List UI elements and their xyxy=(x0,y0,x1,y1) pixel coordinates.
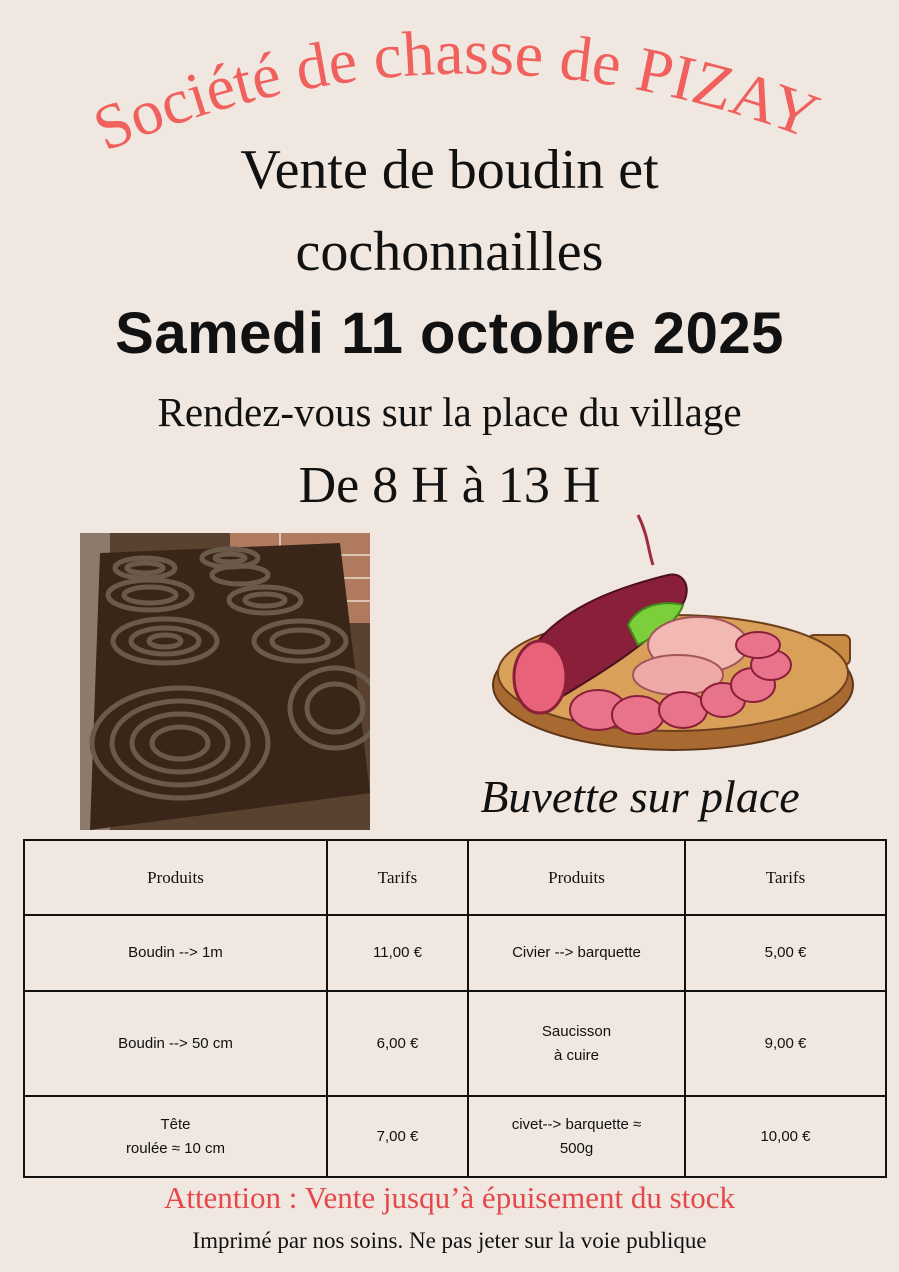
product-cell: civet--> barquette ≈ 500g xyxy=(468,1096,685,1177)
price-cell: 5,00 € xyxy=(685,915,886,991)
product-cell: Boudin --> 1m xyxy=(24,915,327,991)
buvette-text: Buvette sur place xyxy=(480,771,800,822)
table-row xyxy=(24,991,886,1096)
header-produits-2: Produits xyxy=(468,840,685,915)
price-cell: 7,00 € xyxy=(327,1096,468,1177)
product-cell: Tête roulée ≈ 10 cm xyxy=(24,1096,327,1177)
product-cell: Boudin --> 50 cm xyxy=(24,991,327,1096)
header-tarifs-1: Tarifs xyxy=(327,840,468,915)
charcuterie-illustration xyxy=(488,505,858,765)
product-cell: Saucisson à cuire xyxy=(468,991,685,1096)
attention-notice: Attention : Vente jusqu’à épuisement du stock xyxy=(163,1180,736,1215)
title-text: Société de chasse de PIZAY xyxy=(83,16,829,165)
boudin-photo xyxy=(80,533,370,830)
price-cell: 10,00 € xyxy=(685,1096,886,1177)
meeting-place: Rendez-vous sur la place du village xyxy=(157,389,742,435)
table-row xyxy=(24,1096,886,1177)
price-cell: 9,00 € xyxy=(685,991,886,1096)
price-cell: 6,00 € xyxy=(327,991,468,1096)
event-date: Samedi 11 octobre 2025 xyxy=(115,301,784,366)
subtitle-line2: cochonnailles xyxy=(295,221,604,283)
header-produits-1: Produits xyxy=(24,840,327,915)
printed-notice: Imprimé par nos soins. Ne pas jeter sur la voie publique xyxy=(192,1228,707,1253)
price-table xyxy=(23,839,887,1178)
table-header-row xyxy=(24,840,886,915)
price-cell: 11,00 € xyxy=(327,915,468,991)
product-cell: Civier --> barquette xyxy=(468,915,685,991)
opening-hours: De 8 H à 13 H xyxy=(298,457,601,514)
subtitle-line1: Vente de boudin et xyxy=(240,139,659,201)
header-tarifs-2: Tarifs xyxy=(685,840,886,915)
table-row xyxy=(24,915,886,991)
